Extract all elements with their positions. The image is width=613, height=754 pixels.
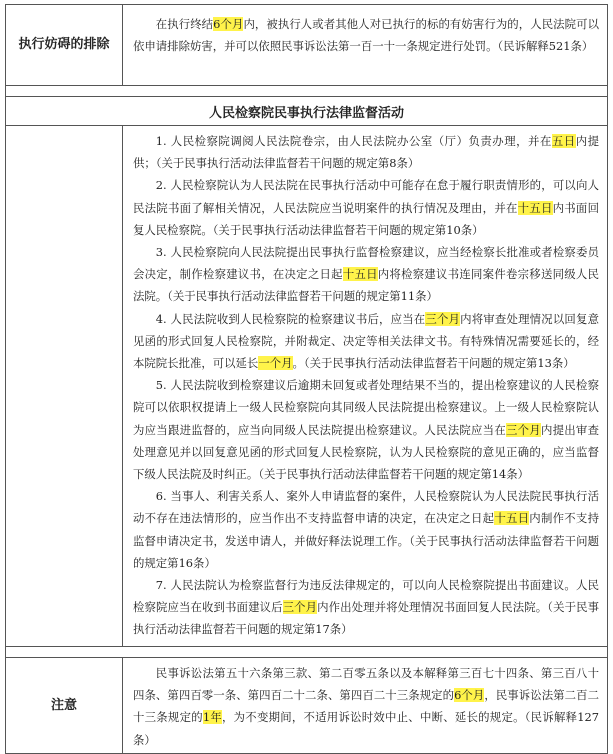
row-label-obstruction: 执行妨碍的排除: [6, 5, 123, 85]
text-run: 2. 人民检察院认为人民法院在民事执行活动中可能存在怠于履行职责情形的，可以向人民法院书面了解相关情况，人民法院应当说明案件的执行情况及理由，并在: [133, 178, 599, 215]
text-run: 在执行终结: [155, 17, 214, 31]
highlight-term: 6个月: [454, 688, 485, 703]
text-run: 内作出处理并将处理情况书面回复人民法院。（关于民事执行活动法律监督若干问题的规定第17条）: [133, 600, 599, 637]
row-content-obstruction: [123, 5, 607, 85]
list-item: [133, 174, 599, 241]
row-supervision: [6, 126, 607, 647]
highlight-term: 十五日: [342, 267, 378, 282]
text-run: 。（关于民事执行活动法律监督若干问题的规定第13条）: [292, 356, 575, 371]
paragraph: [133, 662, 599, 751]
row-label-note: 注意: [6, 658, 123, 753]
document-table: [5, 4, 608, 754]
text-run: ，民事诉讼法第二百二十三条规定的: [133, 688, 599, 725]
spacer-row: [6, 86, 607, 97]
text-run: 内，被执行人或者其他人对已执行的标的有妨害行为的，人民法院可以依申请排除妨害，并可以依照民事诉讼法第一百一十一条规定进行处罚。（民诉解释521条）: [133, 17, 599, 54]
highlight-term: 1年: [202, 710, 223, 725]
text-run: 内将审查处理情况以回复意见函的形式回复人民检察院，并附裁定、决定等相关法律文书。有特殊情况需要延长的，经本院院长批准，可以延长: [133, 311, 599, 371]
text-run: 4. 人民法院收到人民检察院的检察建议书后，应当在: [155, 311, 426, 326]
highlight-term: 6个月: [213, 17, 244, 31]
text-run: 6. 当事人、利害关系人、案外人申请监督的案件，人民检察院认为人民法院民事执行活动不存在违法情形的，应当作出不支持监督申请的决定，在决定之日起: [133, 489, 599, 526]
text-run: 内书面回复人民检察院。（关于民事执行活动法律监督若干问题的规定第10条）: [133, 200, 599, 237]
text-run: 内制作不支持监督申请决定书，发送申请人，并做好释法说理工作。（关于民事执行活动法律监督若干问题的规定第16条）: [133, 511, 599, 570]
row-content-supervision: [123, 126, 607, 646]
text-run: 民事诉讼法第五十六条第三款、第二百零五条以及本解释第三百七十四条、第三百八十四条、第四百零一条、第四百二十二条、第四百二十三条规定的: [133, 666, 599, 703]
highlight-term: 十五日: [517, 200, 553, 215]
text-run: 内将检察建议书连同案件卷宗移送同级人民法院。（关于民事执行活动法律监督若干问题的规定第11条）: [133, 267, 599, 304]
highlight-term: 三个月: [505, 422, 541, 437]
list-item: [133, 485, 599, 574]
text-run: 3. 人民检察院向人民法院提出民事执行监督检察建议，应当经检察长批准或者检察委员会决定，制作检察建议书，在决定之日起: [133, 245, 599, 282]
highlight-term: 三个月: [425, 311, 461, 326]
list-item: [133, 130, 599, 174]
text-run: 内提出审查处理意见并以回复意见函的形式回复人民检察院，认为人民检察院的意见正确的，应当监督下级人民法院及时纠正。（关于民事执行活动法律监督若干问题的规定第14条）: [133, 422, 599, 482]
highlight-term: 三个月: [282, 600, 318, 615]
highlight-term: 五日: [551, 134, 576, 148]
section-title: 人民检察院民事执行法律监督活动: [6, 97, 607, 126]
list-item: [133, 308, 599, 375]
text-run: 5. 人民法院收到检察建议后逾期未回复或者处理结果不当的，提出检察建议的人民检察院可以依职权提请上一级人民检察院向其同级人民法院提出检察建议。上一级人民检察院认为应当跟进监督的，应当向同级人民法院提出检察建议。人民法院应当在: [133, 378, 599, 437]
row-obstruction: [6, 5, 607, 86]
paragraph: [133, 13, 599, 57]
highlight-term: 十五日: [494, 511, 530, 526]
list-item: [133, 374, 599, 485]
row-content-note: [123, 658, 607, 753]
list-item: [133, 574, 599, 641]
list-item: [133, 241, 599, 308]
text-run: 7. 人民法院认为检察监督行为违反法律规定的，可以向人民检察院提出书面建议。人民检察院应当在收到书面建议后: [133, 578, 599, 615]
text-run: 1. 人民检察院调阅人民法院卷宗，由人民法院办公室（厅）负责办理，并在: [155, 134, 552, 148]
spacer-row: [6, 647, 607, 658]
highlight-term: 一个月: [258, 356, 293, 371]
row-note: [6, 658, 607, 753]
row-label-empty: [6, 126, 123, 646]
text-run: 内提供；（关于民事执行活动法律监督若干问题的规定第8条）: [133, 134, 599, 171]
text-run: ，为不变期间，不适用诉讼时效中止、中断、延长的规定。（民诉解释127条）: [133, 710, 599, 747]
